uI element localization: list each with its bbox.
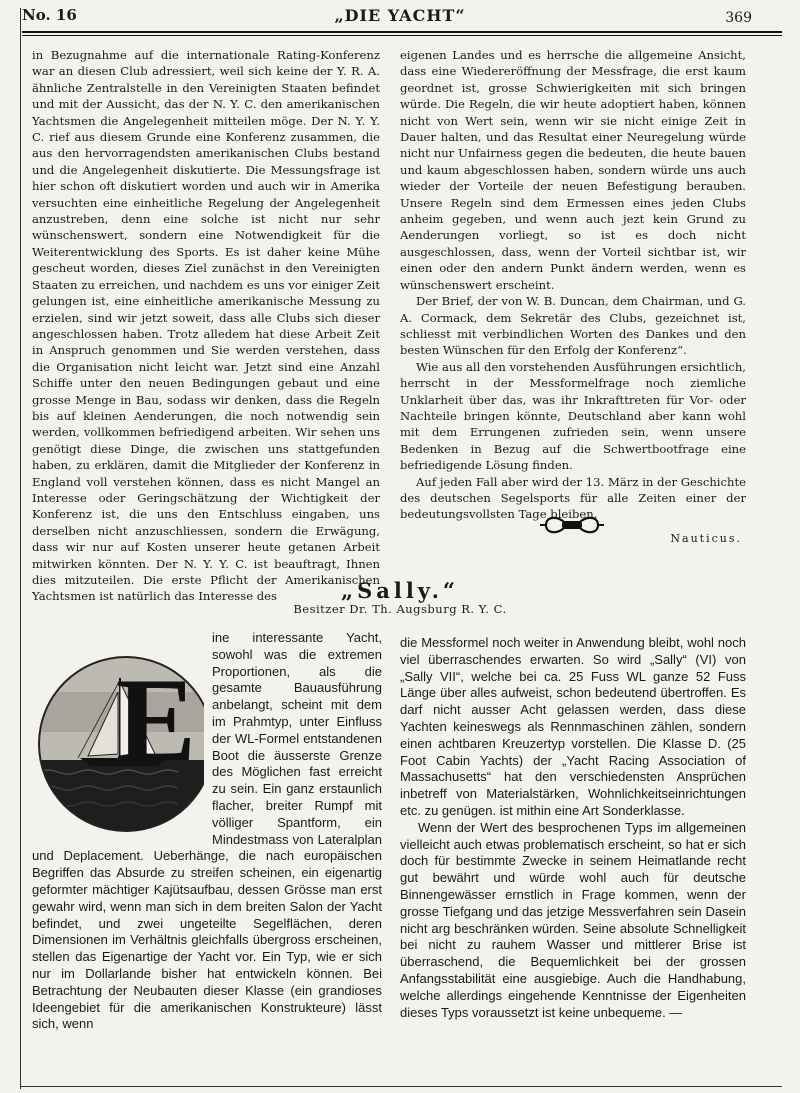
issue-number: No. 16 xyxy=(22,6,77,24)
magazine-title: „DIE YACHT“ xyxy=(334,6,466,25)
sailing-yacht-illustration xyxy=(28,632,204,842)
paragraph: in Bezugnahme auf die internationale Rating-Konferenz war an diesen Club adressiert, weil sich keine der Y. R. A. ähnliche Zentralstelle in den Vereinigten Staaten befindet und mit der Aussicht, das der N. Y. C. den amerikanischen Yachtsmen die Angelegenheit mitteilen möge. Der N. Y. Y. C. rief aus diesem Grunde eine Konferenz zusammen, die aus den hervorragendsten amerikanischen Clubs bestand und die Angelegenheit diskutierte. Die Messungsfrage ist hier schon oft diskutiert worden und auch wir in Amerika versuchten eine einheitliche Regelung der Angelegenheit anzustreben, denn eine solche ist nicht nur sehr wünschenswert, sondern eine Notwendigkeit für die Weiterentwicklung des Sports. Es ist daher keine Mühe gescheut worden, dieses Ziel zunächst in den Vereinigten Staaten zu erreichen, und nachdem es uns vor einiger Zeit gelungen ist, eine einheitliche amerikanische Messung zu erzielen, sind wir jetzt soweit, dass alle Clubs sich dieser angeschlossen haben. Trotz alledem hat diese Arbeit Zeit in Anspruch genommen und Sie werden verstehen, dass die Organisation nicht leicht war. Jetzt sind eine Anzahl Schiffe unter den neuen Bedingungen gebaut und eine grosse Menge in Bau, sodass wir denken, dass die Regeln bis auf kleinen Aenderungen, die noch notwendig sein werden, vollkommen befriedigend arbeiten. Wir sehen uns genötigt diese Dinge, die zwischen uns stattgefunden haben, zu erklären, damit die Mitglieder der Konferenz in England voll verstehen können, dass es nicht Mangel an Interesse oder Geringschätzung der Wichtigkeit der Konferenz ist, die uns den Entschluss eingaben, uns derselben nicht anzuschliessen, sondern die Erwägung, dass wir nur auf Kosten unserer heute getanen Arbeit mitwirken könnten. Der N. Y. Y. C. ist beauftragt, Ihnen dies mitzuteilen. Die erste Pflicht der Amerikanischen Yachtsmen ist natürlich das Interesse des xyxy=(32,48,380,604)
paragraph: Auf jeden Fall aber wird der 13. März in der Geschichte des deutschen Segelsports für alle Zeiten einer der bedeutungsvollsten Tage bleiben. xyxy=(400,474,746,522)
paragraph: die Messformel noch weiter in Anwendung bleibt, wohl noch viel überraschendes erwarten. So wird „Sally“ (VI) von „Sally VII“, welche bei ca. 25 Fuss WL ganze 52 Fuss Länge über alles aufweist, schon bedeutend übertroffen. Es darf nicht ausser Acht gelassen werden, dass diese Yachten keineswegs als Rennmaschinen zählen, sondern einen achtbaren Kreuzertyp vorstellen. Die Klasse D. (25 Foot Cabin Yachts) der „Yacht Racing Association of Massachusetts“ hat den verschiedensten Ansprüchen inbetreff von Materialstärken, Wohnlichkeitseinrichtungen etc. zu genügen. ist mithin eine Art Sonderklasse. xyxy=(400,635,746,818)
paragraph: Wie aus all den vorstehenden Ausführungen ersichtlich, herrscht in der Messformelfrage noch ziemliche Unklarheit über das, was ihr Inkrafttreten für Vor- oder Nachteile bringen könnte, Deutschland aber kann wohl mit dem Errungenen zufrieden sein, wenn unsere Bedenken in Bezug auf die Schwertbootfrage eine befriedigende Lösung finden. xyxy=(400,359,746,473)
svg-text:E: E xyxy=(115,653,197,786)
article1-left-column xyxy=(32,47,380,605)
page-left-border xyxy=(20,8,21,1089)
paragraph: Wenn der Wert des besprochenen Typs im allgemeinen vielleicht auch etwas problematisch erscheint, so hat er sich doch für bestimmte Zwecke in seinem Heimatlande recht gut bewährt und würde wohl auch für deutsche Binnengewässer ernstlich in Frage kommen, wenn der grosse Tiefgang und das jetzige Messverfahren sein Dasein nicht arg beschränken würden. Seine absolute Schnelligkeit bei nicht zu rauhem Wasser und mittlerer Brise ist überraschend, die Bequemlichkeit bei der grossen Anfangsstabilität eine ausgiebige. Auch die Handhabung, welche allerdings eingehende Kenntnisse der Eigenheiten dieses Typs voraussetzt ist keine unbequeme. — xyxy=(400,819,746,1020)
article2-left-column xyxy=(32,630,382,1033)
article2-right-column xyxy=(400,635,746,1021)
article2-subtitle: Besitzer Dr. Th. Augsburg R. Y. C. xyxy=(293,602,507,616)
author-signature: Nauticus. xyxy=(670,531,742,545)
header-rule-thin xyxy=(22,35,782,36)
article2-title: „Sally.“ xyxy=(341,578,459,603)
article1-right-column xyxy=(400,47,746,547)
paragraph: ine interessante Yacht, sowohl was die extremen Proportionen, als die gesamte Bauausführung anbelangt, scheint mit dem im Prahmtyp, unter Einfluss der WL-Formel entstandenen Boot die äusserste Grenze des Möglichen fast erreicht zu sein. Ein ganz erstaunlich flacher, breiter Rumpf mit völliger Spantform, ein Mindestmass von Lateralplan und Deplacement. Ueberhänge, die nach europäischen Begriffen das Absurde zu streifen scheinen, ein eigenartig geformter mächtiger Kajütsaufbau, dessen Grösse man erst gewahr wird, wenn man sich in dem breiten Salon der Yacht befindet, und zwei ungeteilte Segelflächen, deren Dimensionen im Verhältnis gleichfalls übergross erscheinen, stellen das Eigenartige der Yacht vor. Ein Typ, wie er sich nur im Dollarlande bisher hat entwickeln können. Bei Betrachtung der Neubauten dieser Klasse (ein grandioses Ideengebiet für die amerikanischen Konstrukteure) lässt sich, wenn xyxy=(32,630,382,1032)
page-number: 369 xyxy=(725,10,752,26)
header-rule xyxy=(22,31,782,33)
page-bottom-rule xyxy=(20,1086,782,1087)
decorative-ornament xyxy=(540,512,604,538)
illustrated-initial-e xyxy=(28,632,204,842)
paragraph: Der Brief, der von W. B. Duncan, dem Chairman, und G. A. Cormack, dem Sekretär des Clubs, gezeichnet ist, schliesst mit verbindlichen Worten des Dankes und den besten Wünschen für den Erfolg der Konferenz“. xyxy=(400,294,746,358)
paragraph: eigenen Landes und es herrsche die allgemeine Ansicht, dass eine Wiedereröffnung der Messfrage, die erst kaum geordnet ist, grosse Schwierigkeiten mit sich bringen würde. Die Regeln, die wir heute adoptiert haben, können nicht von Wert sein, wenn wir sie nicht einige Zeit in Dauer halten, und das Resultat einer Neuregelung würde nicht nur Unfairness gegen die bedeuten, die heute bauen und kaum abgeschlossen haben, sondern würde uns auch wieder der Vorteile der neuen Befestigung berauben. Unsere Regeln sind dem Ermessen eines jeden Clubs anheim gegeben, und wenn auch jezt kein Grund zu Aenderungen vorliegt, so ist es doch nicht ausgeschlossen, dass, wenn der Vorteil sichtbar ist, wir einen oder den andern Punkt ändern werden, wenn es wünschenswert erscheint. xyxy=(400,48,746,292)
